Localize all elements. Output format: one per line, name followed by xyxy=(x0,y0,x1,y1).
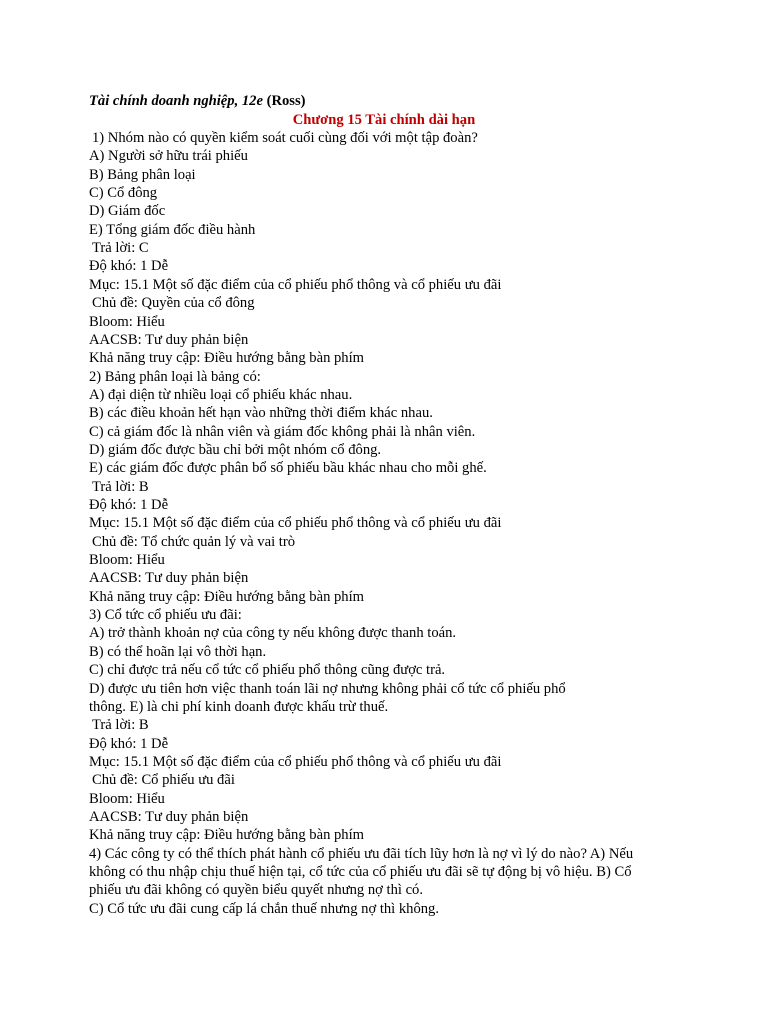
text-line: Độ khó: 1 Dễ xyxy=(89,736,169,752)
text-line: Mục: 15.1 Một số đặc điểm của cổ phiếu phổ thông và cổ phiếu ưu đãi xyxy=(89,754,502,770)
text-line: D) được ưu tiên hơn việc thanh toán lãi nợ nhưng không phải cổ tức cổ phiếu phổ xyxy=(89,681,566,697)
text-line: không có thu nhập chịu thuế hiện tại, cổ tức của cổ phiếu ưu đãi sẽ tự động bị vô hiệu. B) Cổ xyxy=(89,864,632,880)
book-author: (Ross) xyxy=(266,93,306,109)
text-line: Chủ đề: Tổ chức quản lý và vai trò xyxy=(92,534,295,550)
text-line: Khả năng truy cập: Điều hướng bằng bàn phím xyxy=(89,589,365,605)
text-line: E) các giám đốc được phân bổ số phiếu bầu khác nhau cho mỗi ghế. xyxy=(89,460,487,476)
text-line: Khả năng truy cập: Điều hướng bằng bàn phím xyxy=(89,827,365,843)
text-line: AACSB: Tư duy phản biện xyxy=(89,809,249,825)
text-line: C) Cổ đông xyxy=(89,185,158,201)
text-line: AACSB: Tư duy phản biện xyxy=(89,570,249,586)
text-line: Mục: 15.1 Một số đặc điểm của cổ phiếu phổ thông và cổ phiếu ưu đãi xyxy=(89,515,502,531)
text-line: A) trở thành khoản nợ của công ty nếu không được thanh toán. xyxy=(89,625,457,641)
text-line: 3) Cổ tức cổ phiếu ưu đãi: xyxy=(89,607,242,623)
text-line: Trả lời: B xyxy=(92,479,149,495)
text-line: thông. E) là chi phí kinh doanh được khấu trừ thuế. xyxy=(89,699,389,715)
text-line: Chủ đề: Cổ phiếu ưu đãi xyxy=(92,772,235,788)
text-line: Bloom: Hiểu xyxy=(89,791,165,807)
text-line: A) Người sở hữu trái phiếu xyxy=(89,148,248,164)
text-line: Độ khó: 1 Dễ xyxy=(89,258,169,274)
text-line: Trả lời: B xyxy=(92,717,149,733)
book-title: Tài chính doanh nghiệp, 12e xyxy=(89,93,263,109)
text-line: A) đại diện từ nhiều loại cổ phiếu khác nhau. xyxy=(89,387,353,403)
text-line: Mục: 15.1 Một số đặc điểm của cổ phiếu phổ thông và cổ phiếu ưu đãi xyxy=(89,277,502,293)
text-line: B) các điều khoản hết hạn vào những thời điểm khác nhau. xyxy=(89,405,433,421)
text-line: B) có thể hoãn lại vô thời hạn. xyxy=(89,644,267,660)
text-line: Trả lời: C xyxy=(92,240,149,256)
text-line: C) Cổ tức ưu đãi cung cấp lá chắn thuế nhưng nợ thì không. xyxy=(89,901,440,917)
book-title-line xyxy=(89,92,698,110)
text-line: Bloom: Hiểu xyxy=(89,552,165,568)
text-line: 2) Bảng phân loại là bảng có: xyxy=(89,369,261,385)
text-line: Độ khó: 1 Dễ xyxy=(89,497,169,513)
text-line: Bloom: Hiểu xyxy=(89,314,165,330)
text-line: D) giám đốc được bầu chỉ bởi một nhóm cổ đông. xyxy=(89,442,382,458)
text-line: AACSB: Tư duy phản biện xyxy=(89,332,249,348)
text-line: 4) Các công ty có thể thích phát hành cổ phiếu ưu đãi tích lũy hơn là nợ vì lý do nào? A) Nếu xyxy=(89,846,634,862)
text-line: phiếu ưu đãi không có quyền biểu quyết nhưng nợ thì có. xyxy=(89,882,424,898)
text-line: 1) Nhóm nào có quyền kiểm soát cuối cùng đối với một tập đoàn? xyxy=(92,130,478,146)
chapter-heading: Chương 15 Tài chính dài hạn xyxy=(292,112,476,128)
text-line: Khả năng truy cập: Điều hướng bằng bàn phím xyxy=(89,350,365,366)
text-line: E) Tổng giám đốc điều hành xyxy=(89,222,256,238)
text-line: B) Bảng phân loại xyxy=(89,167,196,183)
text-line: C) cả giám đốc là nhân viên và giám đốc không phải là nhân viên. xyxy=(89,424,476,440)
text-line: Chủ đề: Quyền của cổ đông xyxy=(92,295,255,311)
text-line: C) chỉ được trả nếu cổ tức cổ phiếu phổ thông cũng được trả. xyxy=(89,662,446,678)
text-line: D) Giám đốc xyxy=(89,203,166,219)
